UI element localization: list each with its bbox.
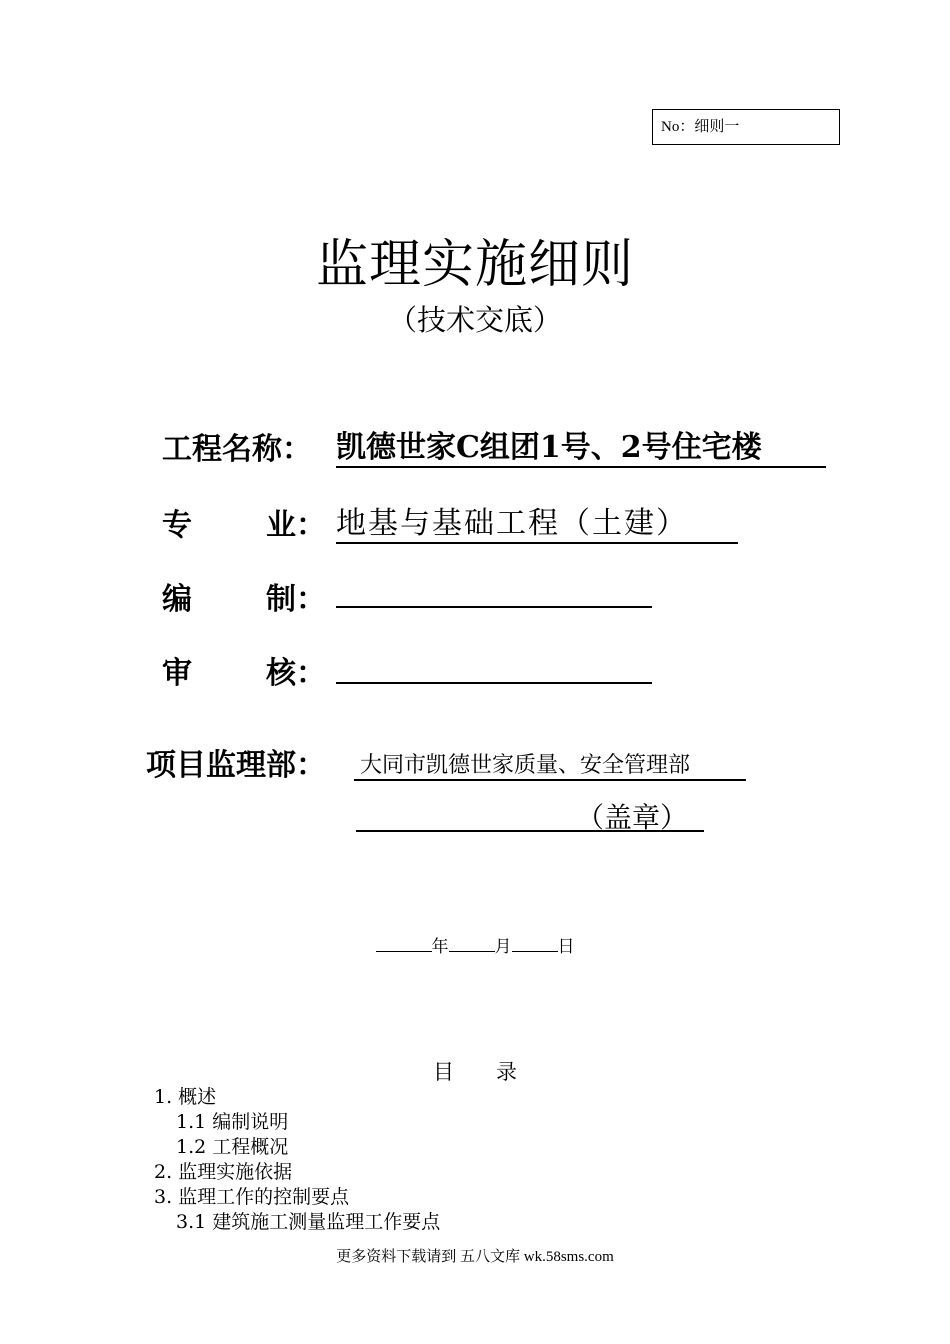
major-label-second: 业： — [266, 508, 326, 543]
compile-label-first: 编 — [162, 582, 192, 617]
seal-note: （盖章） — [576, 801, 689, 834]
major-label-first: 专 — [162, 508, 192, 543]
month-label: 月 — [494, 937, 512, 957]
document-title: 监理实施细则 — [315, 235, 634, 295]
date-line — [0, 932, 950, 957]
toc-item: 1. 概述 — [154, 1086, 217, 1108]
toc-item: 3. 监理工作的控制要点 — [154, 1186, 350, 1208]
toc-title: 目 录 — [433, 1060, 517, 1084]
compile-label-second: 制： — [266, 582, 326, 617]
review-blank-line — [336, 682, 652, 684]
department-label: 项目监理部： — [146, 748, 326, 783]
toc-item: 2. 监理实施依据 — [154, 1161, 293, 1183]
year-blank — [376, 935, 432, 952]
toc-item: 1.1 编制说明 — [176, 1111, 289, 1133]
project-name-label: 工程名称： — [162, 432, 312, 467]
day-blank — [512, 935, 558, 952]
year-label: 年 — [431, 937, 449, 957]
document-number-box: No：细则一 — [652, 109, 840, 145]
page-footer: 更多资料下载请到 五八文库 wk.58sms.com — [336, 1249, 614, 1265]
compile-blank-line — [336, 606, 652, 608]
toc-item: 1.2 工程概况 — [176, 1136, 289, 1158]
day-label: 日 — [557, 937, 575, 957]
document-subtitle: （技术交底） — [387, 303, 562, 337]
month-blank — [449, 935, 495, 952]
project-name-value: 凯德世家C组团1号、2号住宅楼 — [336, 422, 826, 468]
major-value: 地基与基础工程（土建） — [336, 498, 738, 544]
review-label-first: 审 — [162, 656, 192, 691]
review-label-second: 核： — [266, 656, 326, 691]
toc-item: 3.1 建筑施工测量监理工作要点 — [176, 1211, 441, 1233]
department-value: 大同市凯德世家质量、安全管理部 — [354, 748, 746, 781]
